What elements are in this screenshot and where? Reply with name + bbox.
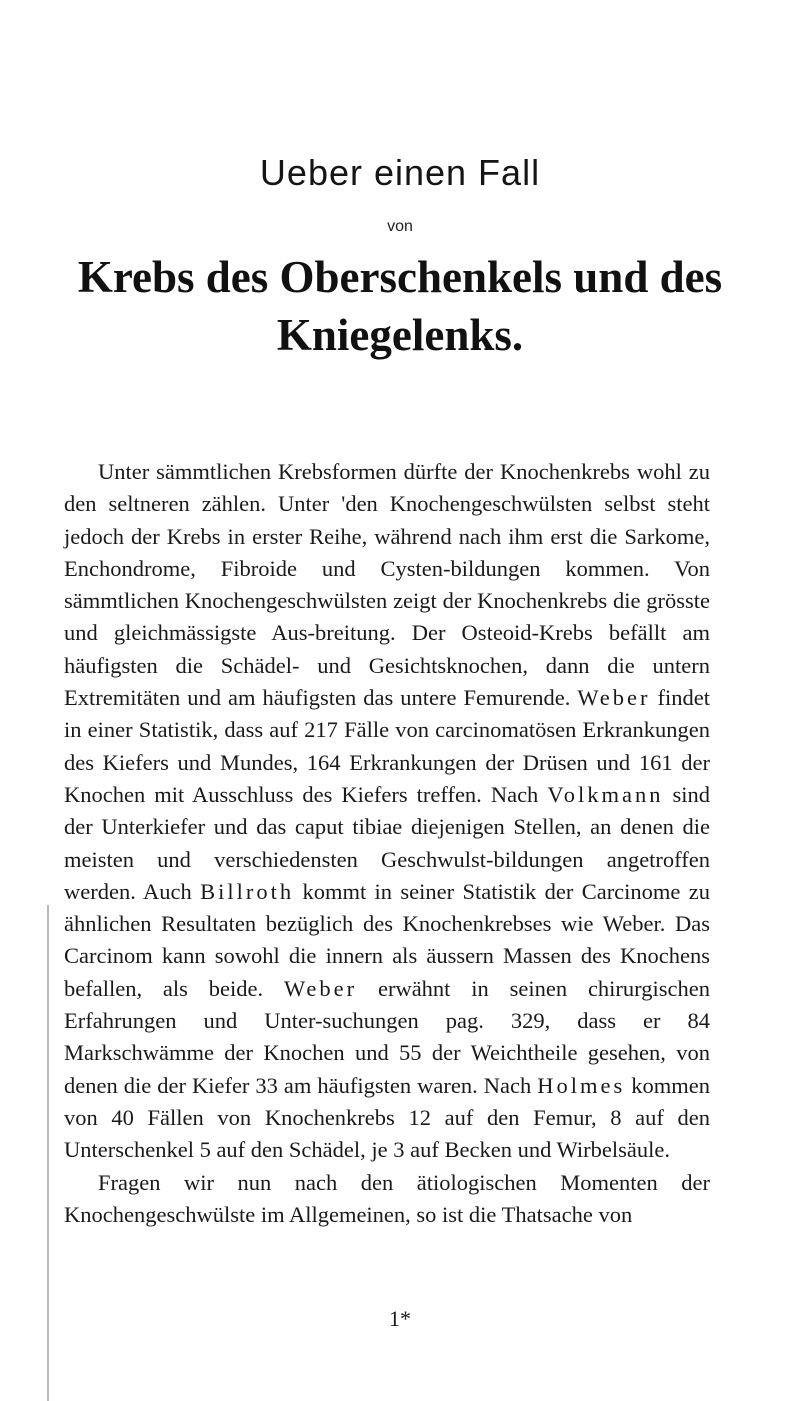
paragraph-1: [64, 456, 710, 1167]
page-number: 1*: [389, 1306, 411, 1331]
paragraph-1-text-c: sind der Unterkiefer und das caput tibiae diejenigen Stellen, an denen die meisten und verschiedensten Geschwulst-bildungen angetroffen werden. Auch: [64, 781, 711, 904]
title-main-line1: Krebs des Oberschenkels und des: [77, 252, 723, 302]
paragraph-2-text: Fragen wir nun nach den ätiologischen Momenten der Knochengeschwülste im Allgemeinen, so ist die Thatsache von: [64, 1169, 710, 1227]
title-main: [0, 248, 800, 364]
author-name-volkmann: Volkmann: [547, 781, 664, 807]
paragraph-1-text-f: kommen von 40 Fällen von Knochenkrebs 12 auf den Femur, 8 auf den Unterschenkel 5 auf den Schädel, je 3 auf Becken und Wirbelsäule.: [64, 1072, 711, 1163]
author-name-holmes: Holmes: [537, 1072, 626, 1098]
paragraph-1-text-d: kommt in seiner Statistik der Carcinome zu ähnlichen Resultaten bezüglich des Knochenkrebses wie Weber. Das Carcinom kann sowohl die innern als äussern Massen des Knochens befallen, als beide.: [64, 878, 711, 1001]
body-text: [64, 456, 710, 1231]
paragraph-1-text-a: Unter sämmtlichen Krebsformen dürfte der Knochenkrebs wohl zu den seltneren zählen. Unter 'den Knochengeschwülsten selbst steht jedoch der Krebs in erster Reihe, während nach ihm erst die Sarkome, Enchondrome, Fibroide und Cysten-bildungen kommen. Von sämmtlichen Knochengeschwülsten zeigt der Knochenkrebs die grösste und gleichmässigste Aus-breitung. Der Osteoid-Krebs befällt am häufigsten die Schädel- und Gesichtsknochen, dann die untern Extremitäten und am häufigsten das untere Femurende.: [64, 459, 710, 711]
author-name-billroth: Billroth: [200, 878, 295, 904]
paragraph-2: [64, 1167, 710, 1232]
title-main-line2: Kniegelenks.: [276, 310, 524, 360]
author-name-weber: Weber: [577, 685, 651, 711]
title-von: von: [387, 218, 413, 235]
paragraph-1-text-b: findet in einer Statistik, dass auf 217 Fälle von carcinomatösen Erkrankungen des Kiefers und Mundes, 164 Erkrankungen der Drüsen und 161 der Knochen mit Ausschluss des Kiefers treffen. Nach: [64, 685, 711, 807]
paragraph-1-text-e: erwähnt in seinen chirurgischen Erfahrungen und Unter-suchungen pag. 329, dass er 84 Markschwämme der Knochen und 55 der Weichtheile gesehen, von denen die der Kiefer 33 am häufigsten waren. Nach: [64, 975, 710, 1098]
binding-edge-line: [47, 905, 49, 1401]
author-name-weber-2: Weber: [283, 975, 358, 1001]
title-line-ueber-einen-fall: Ueber einen Fall: [259, 152, 541, 193]
